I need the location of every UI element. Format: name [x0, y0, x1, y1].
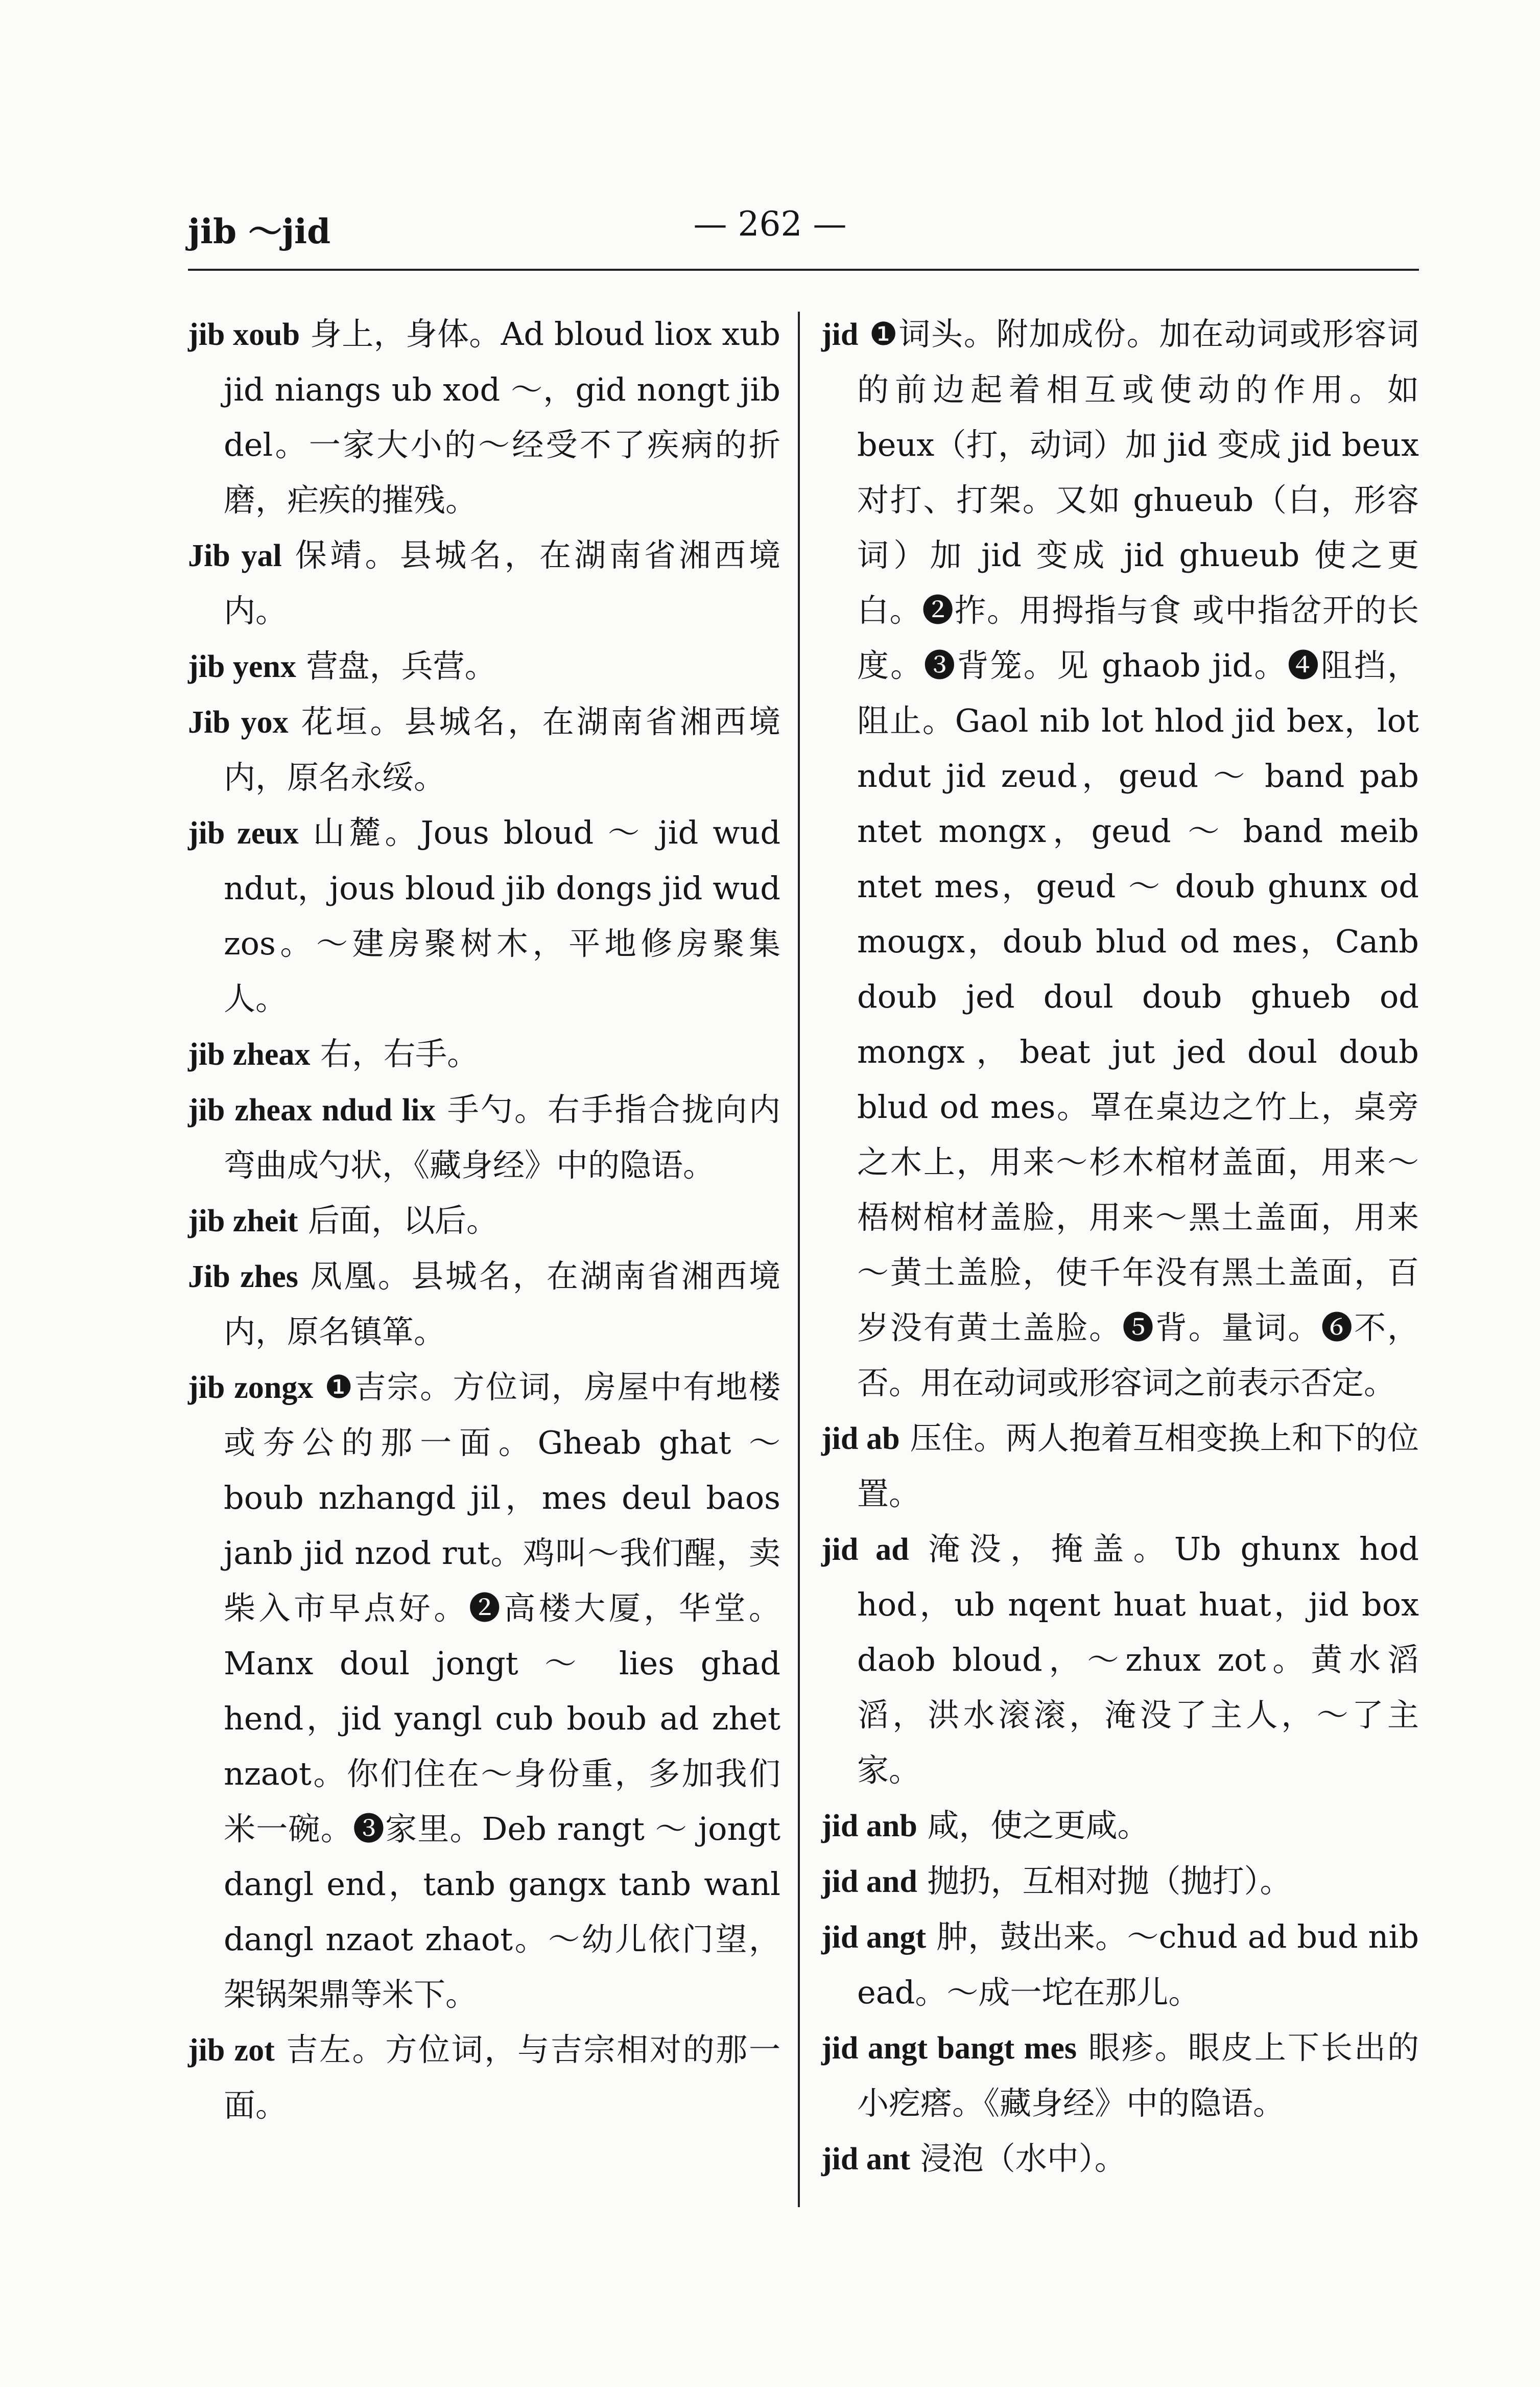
- page-number: — 262 —: [693, 204, 847, 244]
- column-divider: [798, 312, 800, 2207]
- entry-definition: 营盘，兵营。: [306, 647, 496, 685]
- header-rule: [188, 269, 1419, 271]
- entry-definition: 身上，身体。Ad bloud liox xub jid niangs ub xod ～，gid nongt jib del。一家大小的～经受不了疾病的折磨，疟疾的摧残。: [224, 315, 780, 519]
- entry-definition: 山麓。Jous bloud ～ jid wud ndut，jous bloud jib dongs jid wud zos。～建房聚树木，平地修房聚集人。: [224, 814, 781, 1017]
- entry-definition: 肿，鼓出来。～chud ad bud nib ead。～成一坨在那儿。: [857, 1918, 1419, 2011]
- entry-headword: jid angt: [821, 1920, 927, 1955]
- dictionary-entry: [821, 1909, 1419, 2020]
- dictionary-entry: [188, 1082, 780, 1193]
- entry-definition: 眼疹。眼皮上下长出的小疙瘩。《藏身经》中的隐语。: [857, 2029, 1419, 2122]
- running-head: jib ～jid: [188, 212, 331, 251]
- dictionary-entry: [188, 639, 780, 694]
- entry-definition: 右，右手。: [320, 1035, 479, 1072]
- entry-headword: jib xoub: [188, 317, 300, 352]
- right-column: [821, 307, 1419, 2187]
- entry-headword: jib zheax ndud lix: [188, 1093, 436, 1128]
- entry-headword: jid: [821, 317, 859, 352]
- entry-definition: 浸泡（水中）。: [920, 2140, 1126, 2177]
- entry-headword: jid ad: [821, 1532, 909, 1567]
- entry-definition: 吉左。方位词，与吉宗相对的那一面。: [224, 2031, 780, 2124]
- entry-headword: jid ab: [821, 1421, 900, 1456]
- dictionary-entry: [188, 805, 780, 1026]
- entry-headword: Jib zhes: [188, 1259, 298, 1294]
- entry-headword: jid angt bangt mes: [821, 2031, 1077, 2066]
- dictionary-entry: [821, 1522, 1419, 1798]
- entry-definition: 抛扔，互相对抛（抛打）。: [927, 1862, 1292, 1900]
- entry-definition: 咸，使之更咸。: [927, 1807, 1149, 1844]
- dictionary-entry: [821, 2131, 1419, 2187]
- dictionary-entry: [188, 1193, 780, 1249]
- dictionary-entry: [821, 2020, 1419, 2131]
- left-column: [188, 307, 780, 2133]
- entry-definition: 手勺。右手指合拢向内弯曲成勺状，《藏身经》中的隐语。: [224, 1091, 780, 1184]
- dictionary-entry: [821, 1798, 1419, 1854]
- entry-definition: 花垣。县城名，在湖南省湘西境内，原名永绥。: [224, 703, 780, 796]
- entry-definition: 淹没，掩盖。Ub ghunx hod hod，ub nqent huat huat，jid box daob bloud，～zhux zot。黄水滔滔，洪水滚滚，淹没了主人，～了主家。: [857, 1530, 1419, 1789]
- entry-definition: 保靖。县城名，在湖南省湘西境内。: [224, 536, 780, 629]
- dictionary-entry: [188, 528, 780, 639]
- dictionary-entry: [821, 1411, 1419, 1522]
- entry-headword: Jib yox: [188, 705, 289, 740]
- entry-definition: ❶吉宗。方位词，房屋中有地楼或夯公的那一面。Gheab ghat ～ boub nzhangd jil，mes deul baos janb jid nzod rut。鸡叫～我们醒，卖柴入市早点好。❷高楼大厦，华堂。Manx doul jongt ～ lies ghad hend，jid yangl cub boub ad zhet nzaot。你们住在～身份重，多加我们米一碗。❸家里。Deb rangt ～ jongt dangl end，tanb gangx tanb wanl dangl nzaot zhaot。～幼儿依门望，架锅架鼎等米下。: [224, 1368, 780, 2013]
- dictionary-entry: [821, 307, 1419, 1411]
- dictionary-entry: [188, 307, 780, 528]
- dictionary-entry: [188, 1249, 780, 1360]
- entry-definition: ❶词头。附加成份。加在动词或形容词的前边起着相互或使动的作用。如 beux（打，动词）加 jid 变成 jid beux 对打、打架。又如 ghueub（白，形容词）加 jid 变成 jid ghueub 使之更白。❷拃。用拇指与食 或中指岔开的长度。❸背笼。见 ghaob jid。❹阻挡，阻止。Gaol nib lot hlod jid bex，lot ndut jid zeud，geud ～ band pab ntet mongx，geud ～ band meib ntet mes，geud ～ doub ghunx od mougx，doub blud od mes，Canb doub jed doul doub ghueb od mongx，beat jut jed doul doub blud od mes。罩在桌边之竹上，桌旁之木上，用来～杉木棺材盖面，用来～梧树棺材盖脸，用来～黑土盖面，用来～黄土盖脸，使千年没有黑土盖面，百岁没有黄土盖脸。❺背。量词。❻不，否。用在动词或形容词之前表示否定。: [857, 315, 1419, 1401]
- entry-definition: 压住。两人抱着互相变换上和下的位置。: [857, 1419, 1419, 1512]
- entry-definition: 凤凰。县城名，在湖南省湘西境内，原名镇箪。: [224, 1257, 780, 1350]
- entry-headword: jib zheax: [188, 1037, 311, 1072]
- entry-headword: jid ant: [821, 2142, 910, 2177]
- dictionary-entry: [188, 1026, 780, 1082]
- dictionary-entry: [188, 2022, 780, 2133]
- entry-headword: jib zeux: [188, 816, 299, 851]
- entry-headword: jib zot: [188, 2033, 275, 2068]
- dictionary-entry: [188, 1360, 780, 2022]
- entry-headword: jid anb: [821, 1809, 917, 1843]
- dictionary-entry: [188, 694, 780, 805]
- entry-headword: jib zongx: [188, 1370, 314, 1405]
- entry-headword: jid and: [821, 1864, 917, 1899]
- dictionary-entry: [821, 1854, 1419, 1909]
- entry-definition: 后面，以后。: [307, 1202, 498, 1239]
- entry-headword: jib yenx: [188, 649, 296, 684]
- entry-headword: Jib yal: [188, 539, 282, 573]
- entry-headword: jib zheit: [188, 1204, 298, 1238]
